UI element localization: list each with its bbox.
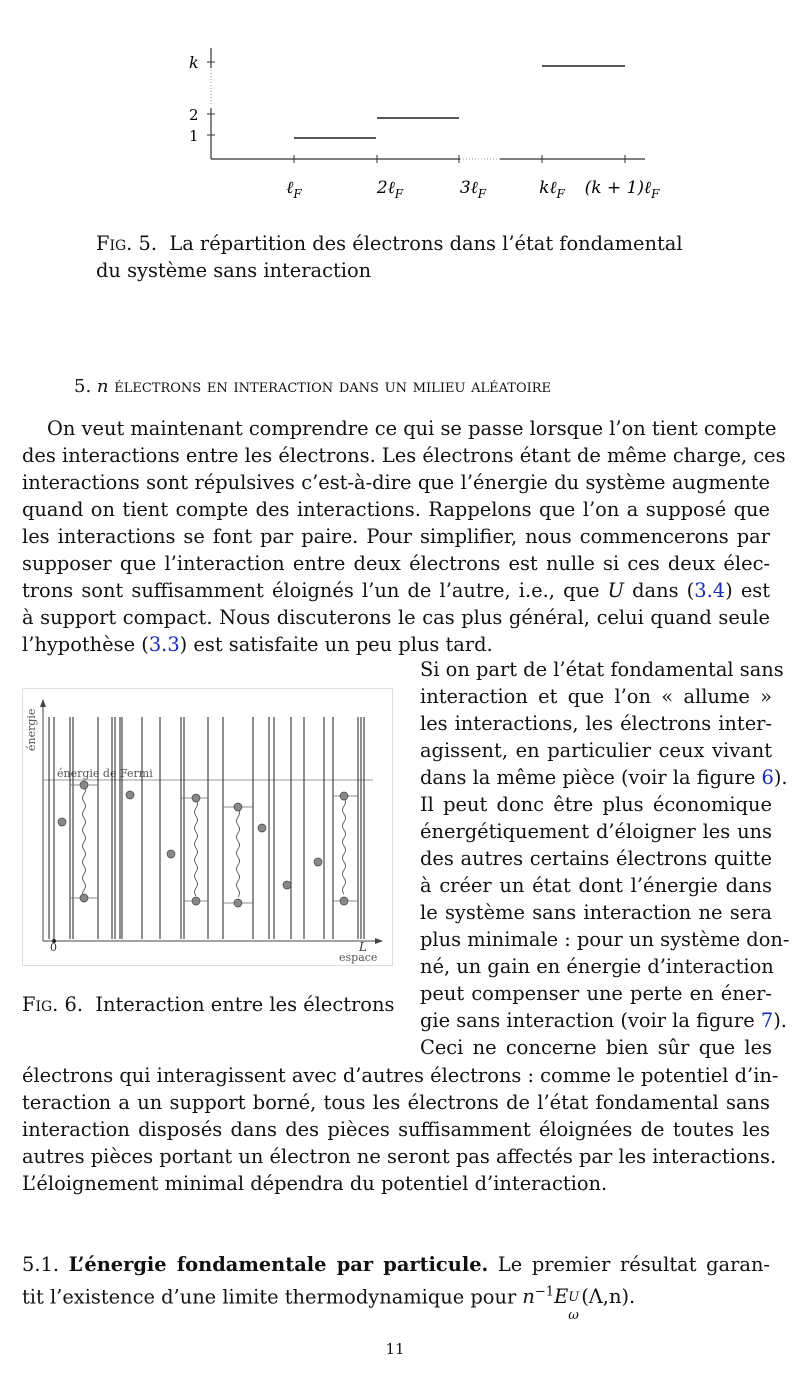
right-col-line: peut compenser une perte en éner- xyxy=(420,982,772,1005)
fig6-y-label: énergie xyxy=(25,708,38,751)
fig5-caption-line1: La répartition des électrons dans l’état fondamental xyxy=(169,232,683,255)
section-number: 5. xyxy=(74,376,92,397)
fig5-ytick-1: 1 xyxy=(189,127,199,145)
figure-6 xyxy=(23,689,392,965)
figure-6-frame xyxy=(22,688,393,966)
figure-5 xyxy=(170,40,690,210)
figure-6-caption xyxy=(22,991,412,1018)
fig5-caption-label: Fig. 5. xyxy=(96,232,157,255)
para2-line: autres pièces portant un électron ne seront pas affectés par les interactions. xyxy=(22,1145,777,1168)
fig5-xtick-k1: (k + 1)ℓ$_F$ xyxy=(584,178,660,201)
para1-line: On veut maintenant comprendre ce qui se passe lorsque l’on tient compte xyxy=(47,417,777,440)
fig5-ytick-k: k xyxy=(189,53,199,72)
fig6-electron xyxy=(283,881,291,889)
right-col-line: plus minimale : pour un système don- xyxy=(420,928,790,951)
subsection-line2: tit l’existence d’une limite thermodynamique pour $n^{-1}E$ U ω (Λ,n). xyxy=(22,1285,636,1324)
para1-line: les interactions se font par paire. Pour simplifier, nous commencerons par xyxy=(22,525,770,548)
right-col-line: gie sans interaction (voir la figure 7). xyxy=(420,1009,787,1032)
fig6-electron xyxy=(58,818,66,826)
right-col-line: Ceci ne concerne bien sûr que les xyxy=(420,1036,772,1059)
fig6-electron xyxy=(80,781,88,789)
ref-fig-6[interactable]: 6 xyxy=(761,766,774,789)
fig6-electron xyxy=(126,791,134,799)
para2-line: L’éloignement minimal dépendra du potentiel d’interaction. xyxy=(22,1172,608,1195)
fig5-caption-line2: du système sans interaction xyxy=(96,259,372,282)
fig5-xtick-3: 3ℓ$_F$ xyxy=(459,178,487,201)
fig6-caption-label: Fig. 6. xyxy=(22,993,83,1016)
fig6-x-end: L xyxy=(359,940,367,954)
right-col-line: les interactions, les électrons inter- xyxy=(420,712,772,735)
section-title: électrons en interaction dans un milieu aléatoire xyxy=(114,376,552,397)
fig5-xtick-2: 2ℓ$_F$ xyxy=(376,178,404,201)
para1-line: supposer que l’interaction entre deux électrons est nulle si ces deux élec- xyxy=(22,552,770,575)
ref-3-4[interactable]: 3.4 xyxy=(694,579,726,602)
right-col-line: Il peut donc être plus économique xyxy=(420,793,772,816)
section-n: n xyxy=(96,376,109,397)
para1-line: quand on tient compte des interactions. Rappelons que l’on a supposé que xyxy=(22,498,770,521)
right-col-line: Si on part de l’état fondamental sans xyxy=(420,658,784,681)
right-col-line: dans la même pièce (voir la figure 6). xyxy=(420,766,788,789)
right-col-line: né, un gain en énergie d’interaction xyxy=(420,955,774,978)
right-col-line: agissent, en particulier ceux vivant xyxy=(420,739,772,762)
fig6-x-label: espace xyxy=(339,951,378,964)
fig6-electron xyxy=(340,897,348,905)
fig6-caption-text: Interaction entre les électrons xyxy=(95,993,395,1016)
right-col-line: à créer un état dont l’énergie dans xyxy=(420,874,772,897)
fig5-xtick-1: ℓ$_F$ xyxy=(286,178,302,201)
ref-3-3[interactable]: 3.3 xyxy=(148,633,180,656)
fig6-electron xyxy=(80,894,88,902)
fig6-electron xyxy=(314,858,322,866)
fig6-electron xyxy=(258,824,266,832)
fig6-electron xyxy=(192,897,200,905)
subsection-title: L’énergie fondamentale par particule. xyxy=(68,1253,489,1276)
para2-line: teraction a un support borné, tous les électrons de l’état fondamental sans xyxy=(22,1091,770,1114)
right-col-line: énergétiquement d’éloigner les uns xyxy=(420,820,772,843)
para2-line: interaction disposés dans des pièces suffisamment éloignées de toutes les xyxy=(22,1118,770,1141)
para1-line: des interactions entre les électrons. Les électrons étant de même charge, ces xyxy=(22,444,786,467)
para1-line: interactions sont répulsives c’est-à-dire que l’énergie du système augmente xyxy=(22,471,770,494)
section-heading xyxy=(74,373,774,400)
math-energy: $n^{-1}E$ U ω (Λ,n). xyxy=(522,1285,636,1324)
page-number: 11 xyxy=(385,1340,405,1358)
para2-line: électrons qui interagissent avec d’autres électrons : comme le potentiel d’in- xyxy=(22,1064,779,1087)
fig6-fermi-label: énergie de Fermi xyxy=(57,767,153,780)
right-col-line: le système sans interaction ne sera xyxy=(420,901,772,924)
fig6-electron xyxy=(234,803,242,811)
fig5-ytick-2: 2 xyxy=(189,106,199,124)
fig6-x-origin: 0 xyxy=(50,941,57,954)
para1-line: trons sont suffisamment éloignés l’un de l’autre, i.e., que U dans (3.4) est xyxy=(22,579,771,602)
figure-5-caption xyxy=(96,230,716,284)
subsection-line1: 5.1. L’énergie fondamentale par particule. Le premier résultat garan- xyxy=(22,1253,770,1276)
para1-line: l’hypothèse (3.3) est satisfaite un peu plus tard. xyxy=(22,633,493,656)
fig5-xtick-k: kℓ$_F$ xyxy=(539,178,565,201)
right-col-line: interaction et que l’on « allume » xyxy=(420,685,772,708)
subsection-number: 5.1. xyxy=(22,1253,60,1276)
fig6-electron xyxy=(340,792,348,800)
fig6-electron xyxy=(192,794,200,802)
fig6-electron xyxy=(167,850,175,858)
para1-line: à support compact. Nous discuterons le cas plus général, celui quand seule xyxy=(22,606,770,629)
right-col-line: des autres certains électrons quitte xyxy=(420,847,772,870)
ref-fig-7[interactable]: 7 xyxy=(760,1009,774,1032)
fig6-electron xyxy=(234,899,242,907)
